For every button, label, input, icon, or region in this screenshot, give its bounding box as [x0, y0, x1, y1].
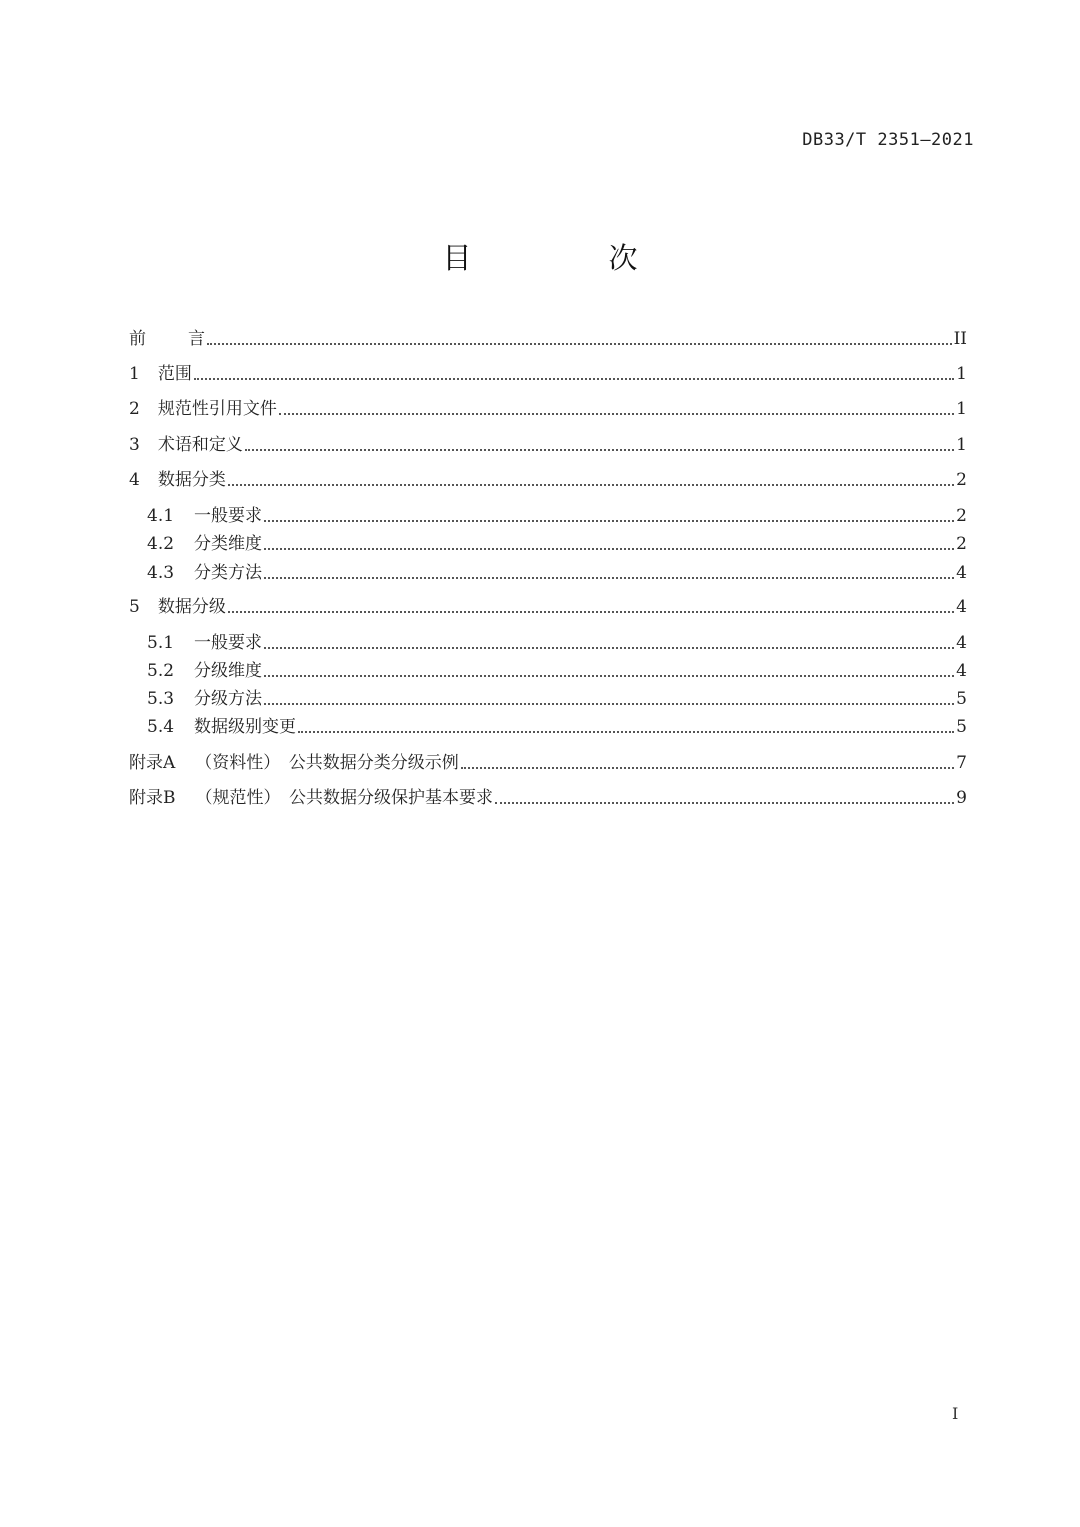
- toc-entry-page: 1: [956, 364, 967, 384]
- toc-entry-title: （规范性） 公共数据分级保护基本要求: [195, 788, 493, 808]
- toc-leader-dots: [264, 675, 954, 677]
- toc-entry[interactable]: [129, 433, 967, 457]
- toc-entry-number: 前: [129, 329, 146, 349]
- toc-entry-title: 分类方法: [194, 563, 263, 583]
- toc-entry-title: 言: [188, 329, 205, 349]
- toc-entry-page: 4: [956, 597, 967, 617]
- toc-leader-dots: [461, 767, 954, 769]
- toc-entry-title: （资料性） 公共数据分类分级示例: [195, 753, 459, 773]
- toc-entry[interactable]: [129, 595, 967, 619]
- toc-entry-title: 分级维度: [194, 661, 263, 681]
- toc-entry-page: 2: [956, 470, 967, 490]
- toc-entry-number: 4.2: [147, 534, 175, 554]
- toc-entry-number: 1: [129, 364, 140, 384]
- toc-entry-page: 4: [956, 633, 967, 653]
- toc-entry-number: 附录B: [129, 788, 176, 808]
- document-code: DB33/T 2351—2021: [802, 130, 974, 150]
- toc-entry-page: 1: [956, 435, 967, 455]
- toc-entry-page: 4: [956, 661, 967, 681]
- toc-entry[interactable]: [147, 715, 967, 739]
- toc-entry-number: 附录A: [129, 753, 176, 773]
- toc-entry-title: 规范性引用文件: [157, 399, 277, 419]
- toc-entry-page: 1: [956, 399, 967, 419]
- toc-entry-number: 4.3: [147, 563, 175, 583]
- toc-entry-title: 数据级别变更: [194, 717, 297, 737]
- toc-entry-page: II: [953, 329, 967, 349]
- toc-entry-title: 分级方法: [194, 689, 263, 709]
- toc-entry[interactable]: [129, 327, 967, 351]
- toc-leader-dots: [279, 413, 954, 415]
- toc-entry[interactable]: [147, 532, 967, 556]
- toc-entry-number: 5.2: [147, 661, 175, 681]
- toc-entry[interactable]: [147, 504, 967, 528]
- toc-leader-dots: [264, 703, 954, 705]
- toc-leader-dots: [264, 520, 954, 522]
- toc-entry-number: 5: [129, 597, 140, 617]
- toc-entry-number: 5.1: [147, 633, 175, 653]
- toc-entry-page: 5: [956, 689, 967, 709]
- toc-entry[interactable]: [147, 659, 967, 683]
- toc-entry-title: 一般要求: [194, 633, 263, 653]
- toc-entry-number: 5.3: [147, 689, 175, 709]
- toc-leader-dots: [207, 343, 952, 345]
- toc-entry-page: 2: [956, 534, 967, 554]
- toc-entry-page: 4: [956, 563, 967, 583]
- toc-entry-title: 术语和定义: [157, 435, 243, 455]
- toc-entry[interactable]: [129, 397, 967, 421]
- toc-entry-title: 分类维度: [194, 534, 263, 554]
- toc-entry-page: 2: [956, 506, 967, 526]
- toc-entry-number: 4: [129, 470, 140, 490]
- toc-entry-page: 9: [956, 788, 967, 808]
- toc-entry[interactable]: [147, 631, 967, 655]
- toc-leader-dots: [228, 611, 954, 613]
- toc-entry-number: 5.4: [147, 717, 175, 737]
- toc-entry-number: 3: [129, 435, 140, 455]
- toc-entry[interactable]: [129, 362, 967, 386]
- toc-entry[interactable]: [147, 561, 967, 585]
- toc-leader-dots: [264, 577, 954, 579]
- toc-entry[interactable]: [147, 687, 967, 711]
- toc-leader-dots: [245, 449, 954, 451]
- toc-leader-dots: [194, 378, 954, 380]
- toc-entry-title: 一般要求: [194, 506, 263, 526]
- toc-entry-title: 数据分类: [157, 470, 226, 490]
- toc-leader-dots: [264, 548, 954, 550]
- toc-entry-number: 2: [129, 399, 140, 419]
- toc-entry-page: 7: [956, 753, 967, 773]
- toc-entry-title: 范围: [157, 364, 192, 384]
- toc-entry[interactable]: [129, 468, 967, 492]
- toc-title: 目 次: [442, 241, 692, 275]
- toc-entry[interactable]: [129, 751, 967, 775]
- toc-leader-dots: [264, 647, 954, 649]
- toc-leader-dots: [228, 484, 954, 486]
- toc-leader-dots: [298, 731, 954, 733]
- page-number: I: [952, 1404, 959, 1423]
- toc-entry-number: 4.1: [147, 506, 175, 526]
- toc-entry[interactable]: [129, 786, 967, 810]
- toc-entry-page: 5: [956, 717, 967, 737]
- toc-entry-title: 数据分级: [157, 597, 226, 617]
- toc-leader-dots: [495, 802, 954, 804]
